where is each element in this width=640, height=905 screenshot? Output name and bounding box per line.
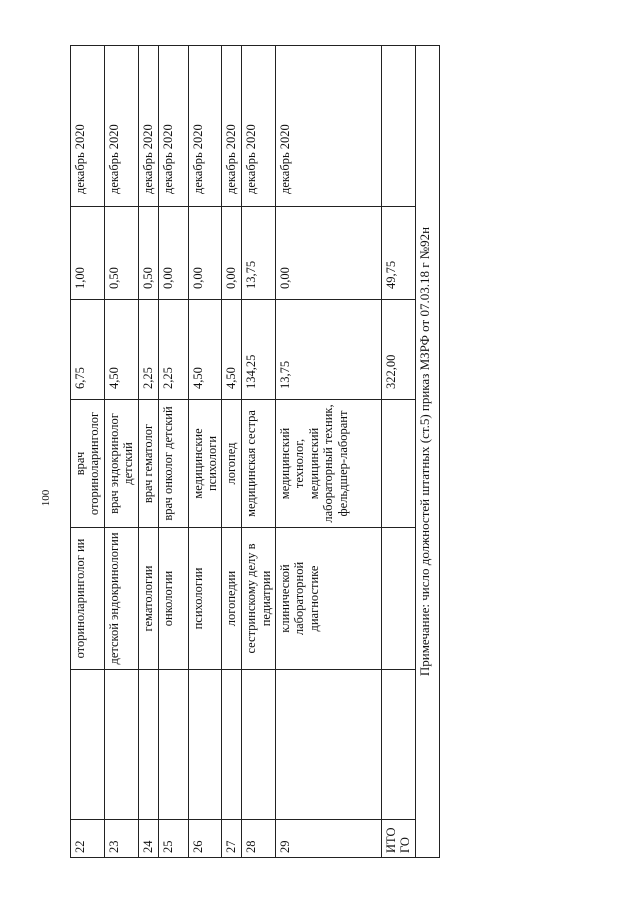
rotated-table-container <box>70 42 462 862</box>
specialty-cell: психологии <box>188 528 222 670</box>
needed-cell: 13,75 <box>242 207 276 300</box>
row-number: 22 <box>71 820 105 858</box>
specialty-cell: логопедии <box>222 528 242 670</box>
specialty-cell: детской эндокринологии <box>104 528 138 670</box>
total-row <box>382 46 416 858</box>
needed-cell: 0,00 <box>188 207 222 300</box>
deadline-cell: декабрь 2020 <box>71 46 105 207</box>
landscape-content <box>70 42 462 862</box>
needed-cell: 0,00 <box>276 207 382 300</box>
total-cell: 4,50 <box>104 300 138 400</box>
table-row <box>158 46 188 858</box>
table-row <box>188 46 222 858</box>
total-cell: 2,25 <box>158 300 188 400</box>
deadline-cell: декабрь 2020 <box>276 46 382 207</box>
position-cell: врач онколог детский <box>158 400 188 528</box>
table-row <box>242 46 276 858</box>
table-row <box>71 46 105 858</box>
table-row <box>276 46 382 858</box>
position-cell: врач гематолог <box>138 400 158 528</box>
needed-cell: 1,00 <box>71 207 105 300</box>
specialty-cell: клинической лабораторной диагностике <box>276 528 382 670</box>
deadline-cell: декабрь 2020 <box>138 46 158 207</box>
total-cell: 134,25 <box>242 300 276 400</box>
grand-needed-cell: 49,75 <box>382 207 416 300</box>
needed-cell: 0,50 <box>104 207 138 300</box>
needed-cell: 0,00 <box>222 207 242 300</box>
specialty-cell: оториноларинголог ии <box>71 528 105 670</box>
position-cell: врач оториноларинголог <box>71 400 105 528</box>
deadline-cell: декабрь 2020 <box>188 46 222 207</box>
row-number: 26 <box>188 820 222 858</box>
note-row <box>415 46 439 858</box>
position-cell: медицинские психологи <box>188 400 222 528</box>
grand-total-cell: 322,00 <box>382 300 416 400</box>
deadline-cell: декабрь 2020 <box>104 46 138 207</box>
table-row <box>222 46 242 858</box>
note-text: Примечание: число должностей штатных (ст.5) приказ МЗРФ от 07.03.18 г №92н <box>415 46 439 858</box>
specialty-cell: сестринскому делу в педиатрии <box>242 528 276 670</box>
row-number: 29 <box>276 820 382 858</box>
position-cell: логопед <box>222 400 242 528</box>
total-cell: 6,75 <box>71 300 105 400</box>
table-row <box>138 46 158 858</box>
row-number: 28 <box>242 820 276 858</box>
total-cell: 13,75 <box>276 300 382 400</box>
position-cell: врач эндокринолог детский <box>104 400 138 528</box>
deadline-cell: декабрь 2020 <box>242 46 276 207</box>
total-cell: 2,25 <box>138 300 158 400</box>
specialty-cell: гематологии <box>138 528 158 670</box>
page-number: 100 <box>40 489 52 507</box>
table-row <box>104 46 138 858</box>
row-number: 27 <box>222 820 242 858</box>
row-number: 25 <box>158 820 188 858</box>
needed-cell: 0,50 <box>138 207 158 300</box>
row-number: 24 <box>138 820 158 858</box>
deadline-cell: декабрь 2020 <box>222 46 242 207</box>
specialty-cell: онкологии <box>158 528 188 670</box>
needed-cell: 0,00 <box>158 207 188 300</box>
row-number: 23 <box>104 820 138 858</box>
total-cell: 4,50 <box>188 300 222 400</box>
total-cell: 4,50 <box>222 300 242 400</box>
deadline-cell: декабрь 2020 <box>158 46 188 207</box>
staffing-table <box>70 45 440 858</box>
total-label: ИТО ГО <box>382 820 416 858</box>
position-cell: медицинский технолог, медицинский лабораторный техник, фельдшер-лаборант <box>276 400 382 528</box>
position-cell: медицинская сестра <box>242 400 276 528</box>
